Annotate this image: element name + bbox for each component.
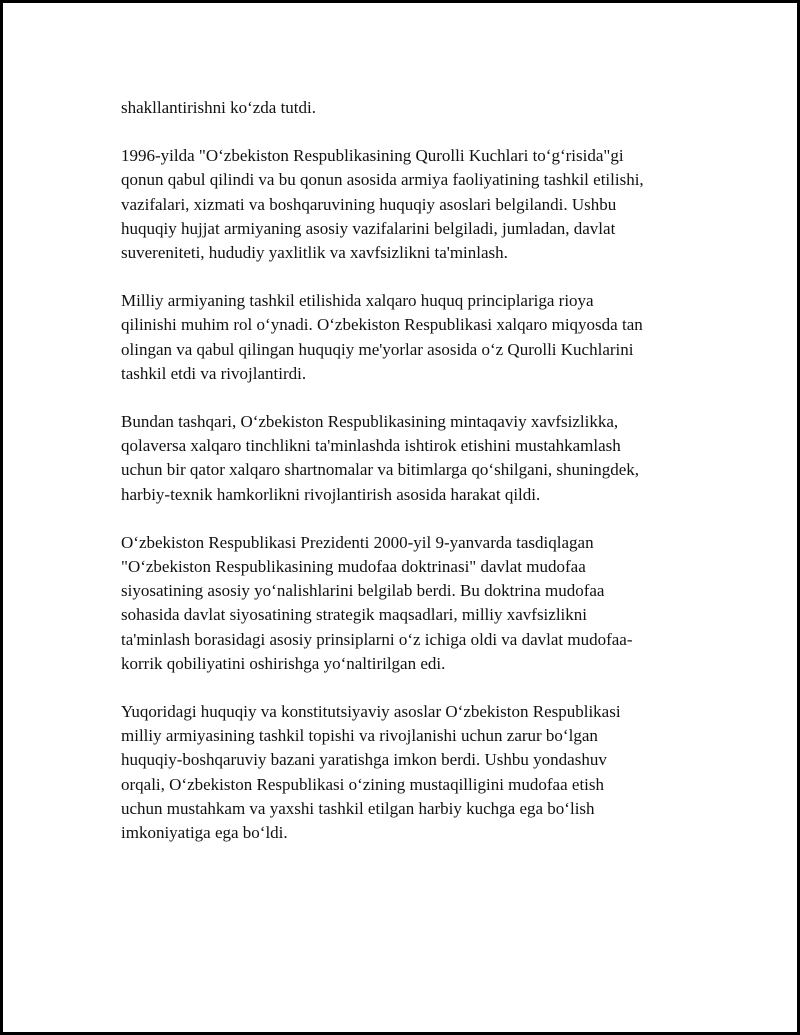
paragraph-5: O‘zbekiston Respublikasi Prezidenti 2000-yil 9-yanvarda tasdiqlagan "O‘zbekiston Respublikasining mudofaa doktrinasi" davlat mudofaa siyosatining asosiy yo‘nalishlarini belgilab berdi. Bu doktrina mudofaa sohasida davlat siyosatining strategik maqsadlari, milliy xavfsizlikni ta'minlash borasidagi asosiy prinsiplarni o‘z ichiga oldi va davlat mudofaa- korrik qobiliyatini oshirishga yo‘naltirilgan edi.: [121, 532, 633, 673]
paragraph-1: shakllantirishni ko‘zda tutdi.: [121, 98, 316, 117]
paragraph-6: Yuqoridagi huquqiy va konstitutsiyaviy asoslar O‘zbekiston Respublikasi milliy armiyasining tashkil topishi va rivojlanishi uchun zarur bo‘lgan huquqiy-boshqaruviy bazani yaratishga imkon berdi. Ushbu yondashuv orqali, O‘zbekiston Respublikasi o‘zining mustaqilligini mudofaa etish uchun mustahkam va yaxshi tashkil etilgan harbiy kuchga ega bo‘lish imkoniyatiga ega bo‘ldi.: [121, 702, 621, 843]
paragraph-3: Milliy armiyaning tashkil etilishida xalqaro huquq principlariga rioya qilinishi muhim rol o‘ynadi. O‘zbekiston Respublikasi xalqaro miqyosda tan olingan va qabul qilingan huquqiy me'yorlar asosida o‘z Qurolli Kuchlarini tashkil etdi va rivojlantirdi.: [121, 291, 643, 383]
paragraph-2: 1996-yilda "O‘zbekiston Respublikasining Qurolli Kuchlari to‘g‘risida"gi qonun qabul qilindi va bu qonun asosida armiya faoliyatining tashkil etilishi, vazifalari, xizmati va boshqaruvining huquqiy asoslari belgilandi. Ushbu huquqiy hujjat armiyaning asosiy vazifalarini belgiladi, jumladan, davlat suvereniteti, hududiy yaxlitlik va xavfsizlikni ta'minlash.: [121, 146, 644, 263]
paragraph-4: Bundan tashqari, O‘zbekiston Respublikasining mintaqaviy xavfsizlikka, qolaversa xalqaro tinchlikni ta'minlashda ishtirok etishini mustahkamlash uchun bir qator xalqaro shartnomalar va bitimlarga qo‘shilgani, shuningdek, harbiy-texnik hamkorlikni rivojlantirish asosida harakat qildi.: [121, 412, 640, 504]
document-body: [121, 96, 689, 869]
